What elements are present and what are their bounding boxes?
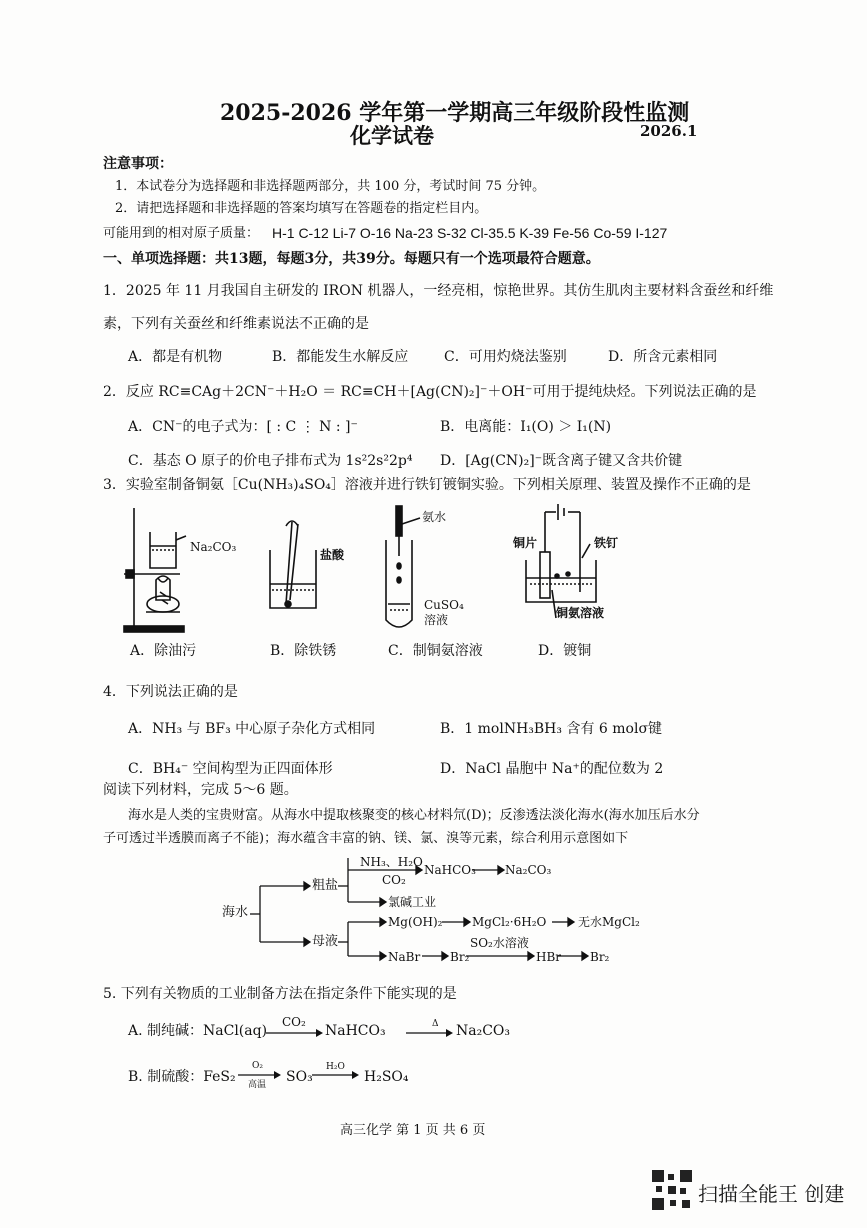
- q5-a-condition1: CO₂: [282, 1015, 306, 1029]
- q5-option-a-prefix: A. 制纯碱：NaCl(aq): [128, 1023, 268, 1039]
- qr-code-icon: [652, 1170, 692, 1210]
- flow-br2-a: Br₂: [450, 950, 470, 964]
- flow-nahco3: NaHCO₃: [424, 863, 476, 877]
- q1-option-b: B．都能发生水解反应: [272, 349, 409, 365]
- q5-a-product: Na₂CO₃: [456, 1023, 511, 1039]
- flow-hbr: HBr: [536, 950, 562, 964]
- q1-stem-line2: 素，下列有关蚕丝和纤维素说法不正确的是: [103, 316, 369, 332]
- label-ammonia: 氨水: [422, 510, 447, 524]
- subject-title: 化学试卷: [350, 123, 434, 148]
- flow-crude-salt: 粗盐: [312, 878, 339, 893]
- q2-stem: 2．反应 RC≡CAg＋2CN⁻＋H₂O ＝ RC≡CH＋[Ag(CN)₂]⁻＋OH⁻可用于提纯炔烃。下列说法正确的是: [103, 384, 757, 400]
- flow-mother-liquor: 母液: [312, 934, 339, 949]
- q5-b-condition1-top: O₂: [252, 1061, 263, 1071]
- flow-chlor-alkali: 氯碱工业: [388, 895, 437, 909]
- q5-option-b-prefix: B. 制硫酸：FeS₂: [128, 1069, 236, 1085]
- q5-stem: 5. 下列有关物质的工业制备方法在指定条件下能实现的是: [103, 986, 457, 1002]
- q1-option-d: D．所含元素相同: [608, 349, 718, 365]
- section-heading: 一、单项选择题：共13题，每题3分，共39分。每题只有一个选项最符合题意。: [103, 251, 600, 267]
- q5-b-condition2: H₂O: [326, 1062, 345, 1072]
- atomic-masses-label: 可能用到的相对原子质量：: [103, 226, 260, 241]
- q4-option-c: C．BH₄⁻ 空间构型为正四面体形: [128, 761, 333, 777]
- q2-option-c: C．基态 O 原子的价电子排布式为 1s²2s²2p⁴: [128, 453, 413, 469]
- q2-option-a: A．CN⁻的电子式为：[ : C ⋮ N : ]⁻: [128, 419, 358, 435]
- flow-br2-b: Br₂: [590, 950, 610, 964]
- q1-option-c: C．可用灼烧法鉴别: [444, 349, 567, 365]
- flow-anhydrous-mgcl2: 无水MgCl₂: [578, 915, 640, 929]
- q5-a-intermediate: NaHCO₃: [325, 1023, 386, 1039]
- flow-co2: CO₂: [382, 873, 406, 887]
- q5-b-intermediate: SO₃: [286, 1069, 313, 1085]
- reading-paragraph-1: 海水是人类的宝贵财富。从海水中提取核聚变的核心材料氘(D)；反渗透法淡化海水(海水加压后水分: [128, 808, 700, 823]
- q5-b-product: H₂SO₄: [364, 1069, 409, 1085]
- q2-option-d: D．[Ag(CN)₂]⁻既含离子键又含共价键: [440, 453, 683, 469]
- flow-seawater: 海水: [222, 905, 249, 920]
- q5-b-condition1-bottom: 高温: [248, 1080, 267, 1090]
- q4-option-d: D．NaCl 晶胞中 Na⁺的配位数为 2: [440, 761, 664, 777]
- q1-option-a: A．都是有机物: [128, 349, 223, 365]
- flow-so2-solution: SO₂水溶液: [470, 936, 529, 950]
- label-solution: 溶液: [424, 613, 449, 627]
- flow-nabr: NaBr: [388, 950, 421, 964]
- caption-b: B．除铁锈: [270, 643, 337, 659]
- reading-paragraph-2: 子可透过半透膜而离子不能)；海水蕴含丰富的钠、镁、氯、溴等元素，综合利用示意图如下: [103, 831, 629, 846]
- caption-d: D．镀铜: [538, 643, 592, 659]
- scanner-watermark: 扫描全能王 创建: [698, 1182, 845, 1206]
- exam-title: 2025-2026 学年第一学期高三年级阶段性监测: [220, 100, 690, 126]
- q3-stem: 3．实验室制备铜氨［Cu(NH₃)₄SO₄］溶液并进行铁钉镀铜实验。下列相关原理、装置及操作不正确的是: [103, 477, 751, 493]
- caption-a: A．除油污: [130, 643, 197, 659]
- apparatus-b: [270, 521, 316, 608]
- flow-nh3-h2o: NH₃、H₂O: [360, 855, 423, 869]
- q4-option-a: A．NH₃ 与 BF₃ 中心原子杂化方式相同: [128, 721, 376, 737]
- label-iron-nail: 铁钉: [594, 536, 619, 550]
- notice-item-1: 1．本试卷分为选择题和非选择题两部分，共 100 分，考试时间 75 分钟。: [115, 179, 546, 194]
- page-footer: 高三化学 第 1 页 共 6 页: [340, 1123, 486, 1138]
- q5-a-condition2: Δ: [432, 1019, 439, 1029]
- q2-option-b: B．电离能：I₁(O) ＞ I₁(N): [440, 419, 612, 435]
- caption-c: C．制铜氨溶液: [388, 643, 483, 659]
- exam-date: 2026.1: [640, 122, 698, 140]
- label-copper-sheet: 铜片: [513, 536, 538, 550]
- q1-stem-line1: 1．2025 年 11 月我国自主研发的 IRON 机器人，一经亮相，惊艳世界。其仿生肌肉主要材料含蚕丝和纤维: [103, 283, 774, 299]
- flow-na2co3: Na₂CO₃: [505, 863, 552, 877]
- flow-mgoh2: Mg(OH)₂: [388, 915, 443, 929]
- label-cuso4: CuSO₄: [424, 598, 464, 612]
- apparatus-d: [526, 504, 596, 618]
- atomic-masses: H-1 C-12 Li-7 O-16 Na-23 S-32 Cl-35.5 K-39 Fe-56 Co-59 I-127: [272, 225, 668, 241]
- flow-mgcl2-hydrate: MgCl₂·6H₂O: [472, 915, 547, 929]
- q4-stem: 4．下列说法正确的是: [103, 684, 238, 700]
- notice-item-2: 2．请把选择题和非选择题的答案均填写在答题卷的指定栏目内。: [115, 201, 488, 216]
- q4-option-b: B．1 molNH₃BH₃ 含有 6 molσ键: [440, 721, 663, 737]
- label-cu-ammonia-solution: 铜氨溶液: [556, 606, 605, 620]
- label-hcl: 盐酸: [320, 548, 345, 562]
- apparatus-c: [386, 506, 420, 627]
- apparatus-a: [124, 508, 186, 632]
- notice-label: 注意事项：: [103, 156, 173, 172]
- reading-intro: 阅读下列材料，完成 5～6 题。: [103, 782, 298, 798]
- label-na2co3: Na₂CO₃: [190, 540, 237, 554]
